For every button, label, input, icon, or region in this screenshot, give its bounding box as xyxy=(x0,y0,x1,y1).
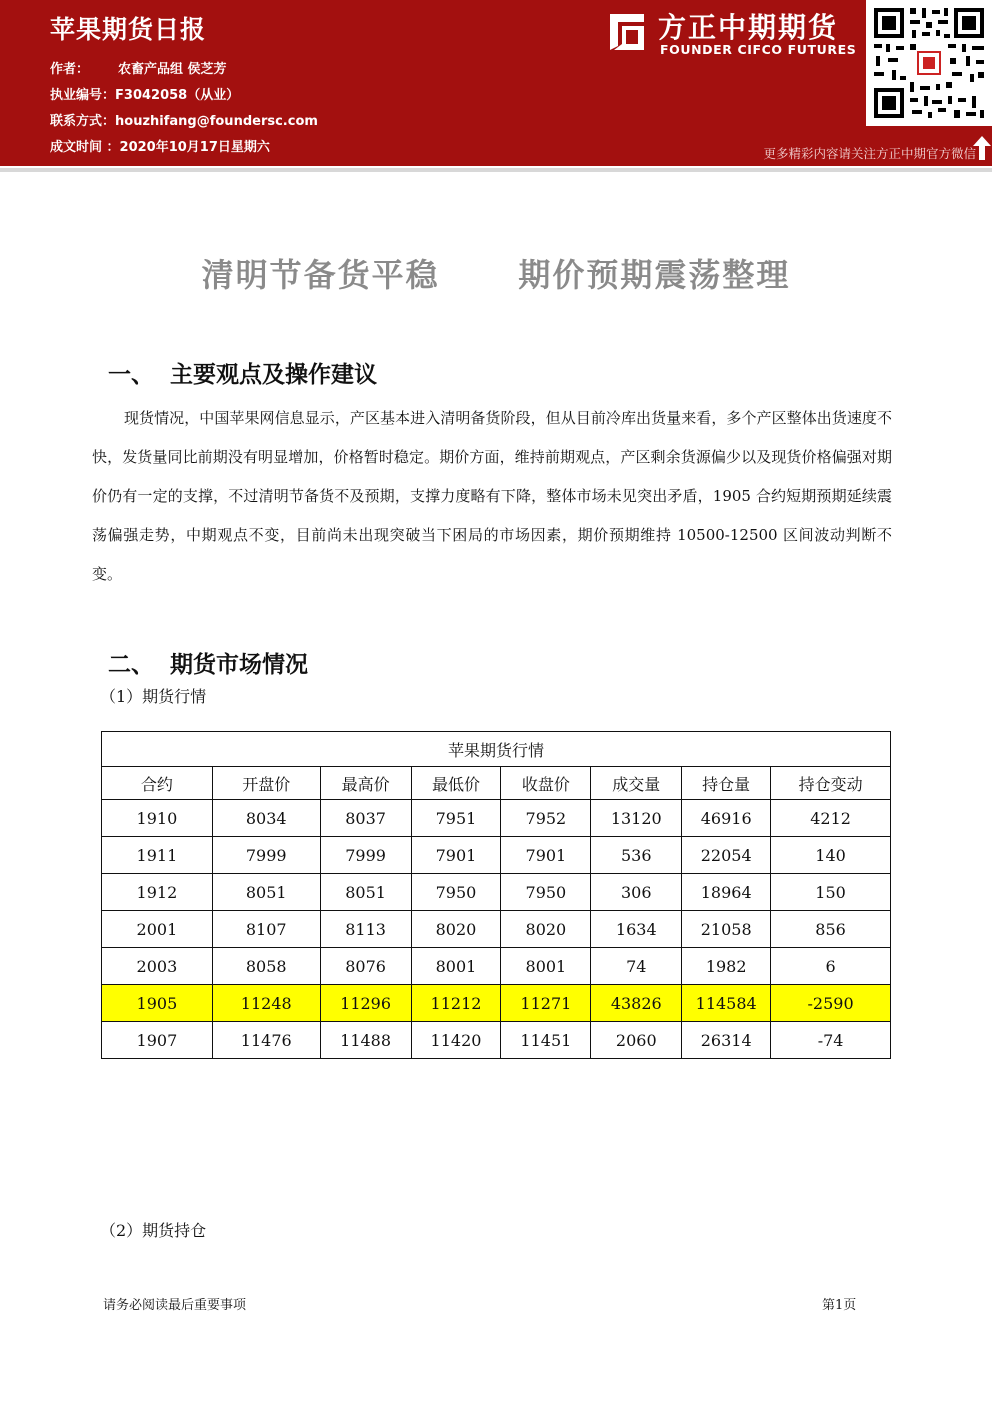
table-cell: 8076 xyxy=(320,948,411,985)
logo-english-name: FOUNDER CIFCO FUTURES xyxy=(660,42,857,57)
table-cell: 1982 xyxy=(682,948,771,985)
table-cell: 11296 xyxy=(320,985,411,1022)
report-title: 苹果期货日报 xyxy=(50,15,207,44)
table-cell: 150 xyxy=(771,874,891,911)
section-title: 主要观点及操作建议 xyxy=(170,362,378,388)
table-cell: 8113 xyxy=(320,911,411,948)
table-cell: 306 xyxy=(591,874,682,911)
table-cell: 1907 xyxy=(102,1022,213,1059)
table-cell: 74 xyxy=(591,948,682,985)
founder-logo-icon xyxy=(604,10,648,54)
license-value: F3042058（从业） xyxy=(115,88,240,103)
section-heading-2 xyxy=(92,620,308,679)
main-paragraph: 现货情况，中国苹果网信息显示，产区基本进入清明备货阶段，但从目前冷库出货量来看，多个产区整体出货速度不快，发货量同比前期没有明显增加，价格暂时稳定。期价方面，维持前期观点，产区剩余货源偏少以及现货价格偏强对期价仍有一定的支撑，不过清明节备货不及预期，支撑力度略有下降，整体市场未见突出矛盾，1905 合约短期预期延续震荡偏强走势，中期观点不变，目前尚未出现突破当下困局的市场因素，期价预期维持 10500-12500 区间波动判断不变。 xyxy=(92,409,892,583)
table-cell: 11248 xyxy=(212,985,320,1022)
table-cell: 114584 xyxy=(682,985,771,1022)
table-cell: 8020 xyxy=(501,911,591,948)
table-cell: 8037 xyxy=(320,800,411,837)
author-label: 作者： xyxy=(50,62,90,77)
table-cell: 4212 xyxy=(771,800,891,837)
table-cell: 7950 xyxy=(411,874,501,911)
wechat-promo-text: 更多精彩内容请关注方正中期官方微信 xyxy=(763,146,976,161)
table-cell: 7901 xyxy=(411,837,501,874)
table-cell: 6 xyxy=(771,948,891,985)
table-cell: 8051 xyxy=(320,874,411,911)
arrow-up-icon xyxy=(972,134,992,162)
logo-chinese-name: 方正中期期货 xyxy=(658,11,839,44)
table-row xyxy=(102,837,891,874)
table-row xyxy=(102,874,891,911)
column-header: 持仓变动 xyxy=(771,767,891,800)
table-cell: 22054 xyxy=(682,837,771,874)
table-cell: 11212 xyxy=(411,985,501,1022)
section-number: 一、 xyxy=(108,362,155,388)
table-cell: 140 xyxy=(771,837,891,874)
column-header: 成交量 xyxy=(591,767,682,800)
table-cell: 7999 xyxy=(212,837,320,874)
table-cell: 7950 xyxy=(501,874,591,911)
header-shadow-line xyxy=(0,168,992,172)
table-cell: -2590 xyxy=(771,985,891,1022)
table-cell: 8001 xyxy=(411,948,501,985)
header-divider xyxy=(0,163,992,166)
footer-notice: 请务必阅读最后重要事项 xyxy=(103,1298,247,1313)
table-cell: 7901 xyxy=(501,837,591,874)
section-number: 二、 xyxy=(108,652,155,678)
table-row xyxy=(102,911,891,948)
table-cell: 1912 xyxy=(102,874,213,911)
table-row xyxy=(102,1022,891,1059)
author-line xyxy=(50,58,227,77)
page-number: 第1页 xyxy=(822,1298,857,1313)
table-row-highlighted xyxy=(102,985,891,1022)
table-caption: 苹果期货行情 xyxy=(102,732,891,767)
contact-value[interactable]: houzhifang@foundersc.com xyxy=(115,114,318,129)
table-cell: 26314 xyxy=(682,1022,771,1059)
table-cell: 856 xyxy=(771,911,891,948)
table-cell: 2001 xyxy=(102,911,213,948)
table-cell: 11420 xyxy=(411,1022,501,1059)
table-cell: 21058 xyxy=(682,911,771,948)
table-caption-row xyxy=(102,732,891,767)
column-header: 持仓量 xyxy=(682,767,771,800)
column-header: 收盘价 xyxy=(501,767,591,800)
author-value: 农畜产品组 侯芝芳 xyxy=(118,62,227,77)
table-cell: 7952 xyxy=(501,800,591,837)
table-cell: 43826 xyxy=(591,985,682,1022)
table-cell: 8001 xyxy=(501,948,591,985)
date-value: 2020年10月17日星期六 xyxy=(119,140,270,155)
table-cell: 46916 xyxy=(682,800,771,837)
table-cell: 2060 xyxy=(591,1022,682,1059)
table-cell: 1910 xyxy=(102,800,213,837)
table-row xyxy=(102,948,891,985)
futures-quote-table xyxy=(101,731,891,1059)
table-cell: 11451 xyxy=(501,1022,591,1059)
table-cell: 8107 xyxy=(212,911,320,948)
column-header: 最低价 xyxy=(411,767,501,800)
column-header: 开盘价 xyxy=(212,767,320,800)
subsection-futures-positions: （2）期货持仓 xyxy=(100,1221,207,1240)
table-cell: 8058 xyxy=(212,948,320,985)
document-title: 清明节备货平稳 期价预期震荡整理 xyxy=(201,256,791,294)
column-header: 合约 xyxy=(102,767,213,800)
table-cell: 7999 xyxy=(320,837,411,874)
table-cell: 1634 xyxy=(591,911,682,948)
table-cell: 18964 xyxy=(682,874,771,911)
table-cell: 1905 xyxy=(102,985,213,1022)
table-cell: -74 xyxy=(771,1022,891,1059)
table-cell: 11271 xyxy=(501,985,591,1022)
table-cell: 1911 xyxy=(102,837,213,874)
table-cell: 13120 xyxy=(591,800,682,837)
column-header: 最高价 xyxy=(320,767,411,800)
date-label: 成文时间 ： xyxy=(50,140,120,155)
table-cell: 2003 xyxy=(102,948,213,985)
qr-code-icon xyxy=(866,0,992,126)
table-cell: 536 xyxy=(591,837,682,874)
contact-line xyxy=(50,110,318,129)
license-line xyxy=(50,84,239,103)
header-banner xyxy=(0,0,992,163)
subsection-futures-quotes: （1）期货行情 xyxy=(100,687,207,706)
date-line xyxy=(50,136,270,155)
table-cell: 11488 xyxy=(320,1022,411,1059)
contact-label: 联系方式： xyxy=(50,114,116,129)
table-cell: 8051 xyxy=(212,874,320,911)
table-row xyxy=(102,800,891,837)
section-title: 期货市场情况 xyxy=(170,652,309,678)
table-cell: 8034 xyxy=(212,800,320,837)
section-heading-1 xyxy=(92,330,377,389)
table-cell: 11476 xyxy=(212,1022,320,1059)
license-label: 执业编号： xyxy=(50,88,116,103)
table-cell: 8020 xyxy=(411,911,501,948)
table-header-row xyxy=(102,767,891,800)
table-cell: 7951 xyxy=(411,800,501,837)
